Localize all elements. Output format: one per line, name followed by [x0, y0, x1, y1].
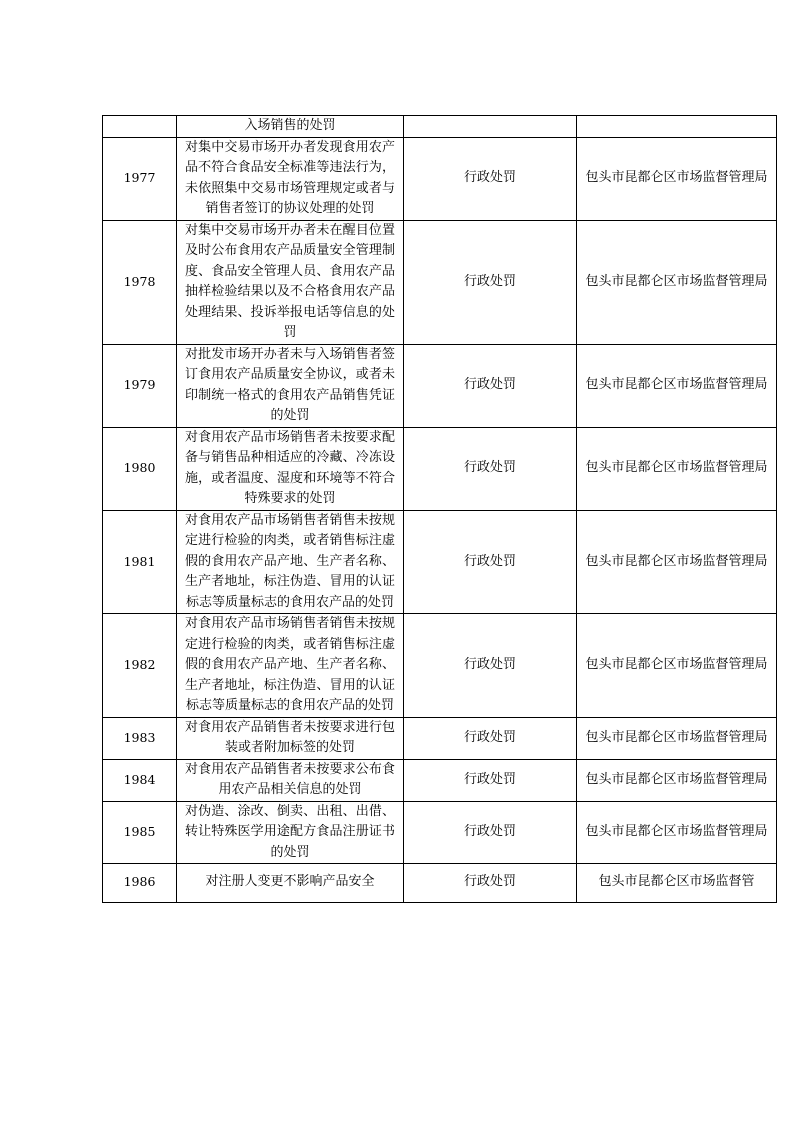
item-authority: 包头市昆都仑区市场监督管: [577, 864, 777, 903]
item-number: 1979: [103, 344, 177, 427]
table-row: [103, 614, 777, 718]
item-authority: 包头市昆都仑区市场监督管理局: [577, 801, 777, 864]
item-matter: 对集中交易市场开办者未在醒目位置及时公布食用农产品质量安全管理制度、食品安全管理人员、食用农产品抽样检验结果以及不合格食用农产品处理结果、投诉举报电话等信息的处罚: [177, 220, 404, 344]
item-matter: 对批发市场开办者未与入场销售者签订食用农产品质量安全协议，或者未印制统一格式的食用农产品销售凭证的处罚: [177, 344, 404, 427]
item-type: 行政处罚: [404, 717, 577, 759]
item-type: 行政处罚: [404, 510, 577, 614]
item-authority: 包头市昆都仑区市场监督管理局: [577, 220, 777, 344]
table-row: [103, 864, 777, 903]
table-row: [103, 717, 777, 759]
table-row: [103, 137, 777, 220]
item-number: 1977: [103, 137, 177, 220]
item-authority: 包头市昆都仑区市场监督管理局: [577, 717, 777, 759]
table-row: [103, 116, 777, 138]
item-matter: 对注册人变更不影响产品安全: [177, 864, 404, 903]
item-number: 1985: [103, 801, 177, 864]
item-authority: 包头市昆都仑区市场监督管理局: [577, 427, 777, 510]
item-authority: 包头市昆都仑区市场监督管理局: [577, 137, 777, 220]
item-type: 行政处罚: [404, 220, 577, 344]
item-authority: 包头市昆都仑区市场监督管理局: [577, 344, 777, 427]
item-matter: 对食用农产品销售者未按要求公布食用农产品相关信息的处罚: [177, 759, 404, 801]
item-authority: 包头市昆都仑区市场监督管理局: [577, 510, 777, 614]
item-type: 行政处罚: [404, 759, 577, 801]
item-number: 1980: [103, 427, 177, 510]
item-number: 1983: [103, 717, 177, 759]
item-type: 行政处罚: [404, 427, 577, 510]
item-matter: 入场销售的处罚: [177, 116, 404, 138]
item-matter: 对食用农产品市场销售者销售未按规定进行检验的肉类，或者销售标注虚假的食用农产品产地、生产者名称、生产者地址，标注伪造、冒用的认证标志等质量标志的食用农产品的处罚: [177, 614, 404, 718]
item-matter: 对食用农产品市场销售者未按要求配备与销售品种相适应的冷藏、冷冻设施，或者温度、湿度和环境等不符合特殊要求的处罚: [177, 427, 404, 510]
item-number: 1986: [103, 864, 177, 903]
item-number: [103, 116, 177, 138]
item-type: 行政处罚: [404, 864, 577, 903]
penalty-table: [102, 115, 777, 903]
item-type: 行政处罚: [404, 801, 577, 864]
item-number: 1981: [103, 510, 177, 614]
item-matter: 对食用农产品市场销售者销售未按规定进行检验的肉类，或者销售标注虚假的食用农产品产地、生产者名称、生产者地址，标注伪造、冒用的认证标志等质量标志的食用农产品的处罚: [177, 510, 404, 614]
table-row: [103, 801, 777, 864]
item-type: 行政处罚: [404, 137, 577, 220]
item-type: [404, 116, 577, 138]
item-authority: 包头市昆都仑区市场监督管理局: [577, 759, 777, 801]
item-matter: 对伪造、涂改、倒卖、出租、出借、转让特殊医学用途配方食品注册证书的处罚: [177, 801, 404, 864]
item-authority: 包头市昆都仑区市场监督管理局: [577, 614, 777, 718]
table-row: [103, 510, 777, 614]
item-number: 1978: [103, 220, 177, 344]
table-row: [103, 220, 777, 344]
item-matter: 对集中交易市场开办者发现食用农产品不符合食品安全标准等违法行为，未依照集中交易市场管理规定或者与销售者签订的协议处理的处罚: [177, 137, 404, 220]
item-type: 行政处罚: [404, 614, 577, 718]
item-number: 1984: [103, 759, 177, 801]
table-row: [103, 759, 777, 801]
item-type: 行政处罚: [404, 344, 577, 427]
item-authority: [577, 116, 777, 138]
table-row: [103, 427, 777, 510]
table-row: [103, 344, 777, 427]
item-matter: 对食用农产品销售者未按要求进行包装或者附加标签的处罚: [177, 717, 404, 759]
item-number: 1982: [103, 614, 177, 718]
